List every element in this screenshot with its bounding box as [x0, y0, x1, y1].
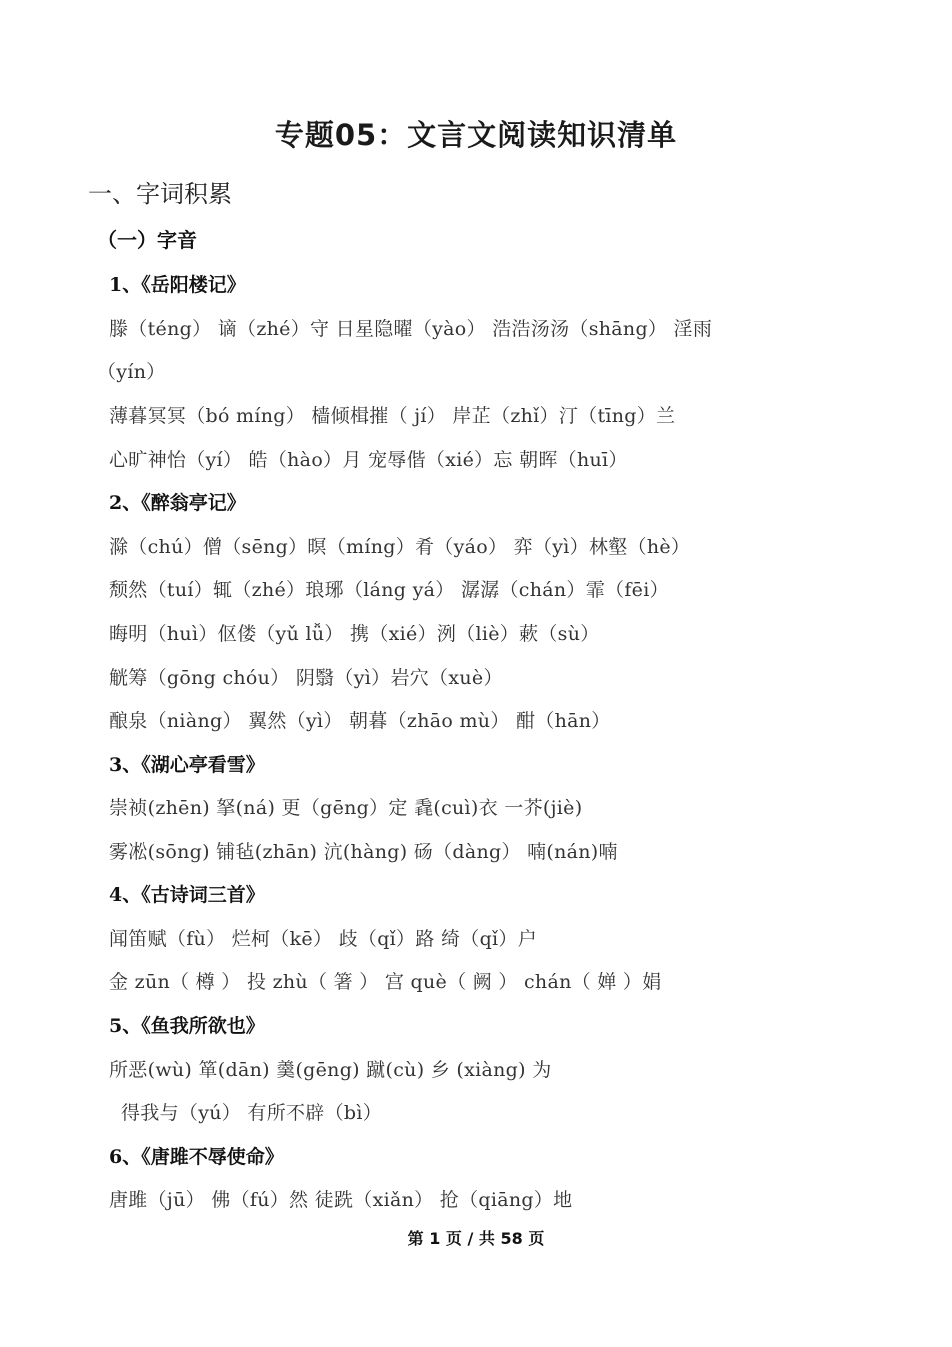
pronunciation-line: 闻笛赋（fù） 烂柯（kē） 歧（qǐ）路 绮（qǐ）户	[109, 928, 538, 950]
page-footer: 第 1 页 / 共 58 页	[407, 1229, 545, 1248]
pronunciation-line: 崇祯(zhēn) 拏(ná) 更（gēng）定 毳(cuì)衣 一芥(jiè)	[109, 797, 583, 819]
pronunciation-line: 晦明（huì）伛偻（yǔ lǚ） 携（xié）洌（liè）蔌（sù）	[109, 623, 600, 645]
pronunciation-line: 觥筹（gōng chóu） 阴翳（yì）岩穴（xuè）	[109, 667, 503, 689]
pronunciation-line: 金 zūn（ 樽 ） 投 zhù（ 箸 ） 宫 què（ 阙 ） chán（ 婵 ）娟	[109, 971, 662, 993]
page-title: 专题05：文言文阅读知识清单	[274, 118, 678, 152]
pronunciation-line: 滁（chú）僧（sēng）暝（míng）肴（yáo） 弈（yì）林壑（hè）	[109, 536, 691, 558]
lesson-heading: 1、《岳阳楼记》	[109, 274, 246, 296]
pronunciation-line: 薄暮冥冥（bó míng） 樯倾楫摧（ jí） 岸芷（zhǐ）汀（tīng）兰	[109, 405, 676, 427]
pronunciation-line: 颓然（tuí）辄（zhé）琅琊（láng yá） 潺潺（chán）霏（fēi）	[109, 579, 669, 601]
pronunciation-line: 心旷神怡（yí） 皓（hào）月 宠辱偕（xié）忘 朝晖（huī）	[109, 449, 628, 471]
section-heading: 一、字词积累	[88, 180, 232, 208]
lesson-heading: 5、《鱼我所欲也》	[109, 1015, 265, 1037]
pronunciation-line: 得我与（yú） 有所不辟（bì）	[121, 1102, 383, 1124]
pronunciation-line: 酿泉（niàng） 翼然（yì） 朝暮（zhāo mù） 酣（hān）	[109, 710, 611, 732]
lesson-heading: 2、《醉翁亭记》	[109, 492, 246, 514]
pronunciation-line: （yín）	[97, 361, 166, 383]
lesson-heading: 3、《湖心亭看雪》	[109, 754, 265, 776]
subsection-heading: （一）字音	[97, 228, 197, 252]
lesson-heading: 6、《唐雎不辱使命》	[109, 1146, 284, 1168]
pronunciation-line: 滕（téng） 谪（zhé）守 日星隐曜（yào） 浩浩汤汤（shāng） 淫雨	[109, 318, 713, 340]
pronunciation-line: 唐雎（jū） 佛（fú）然 徒跣（xiǎn） 抢（qiāng）地	[109, 1189, 573, 1211]
pronunciation-line: 所恶(wù) 箪(dān) 羹(gēng) 蹴(cù) 乡 (xiàng) 为	[109, 1059, 552, 1081]
pronunciation-line: 雾凇(sōng) 铺毡(zhān) 沆(hàng) 砀（dàng） 喃(nán)喃	[109, 841, 618, 863]
lesson-heading: 4、《古诗词三首》	[109, 884, 265, 906]
